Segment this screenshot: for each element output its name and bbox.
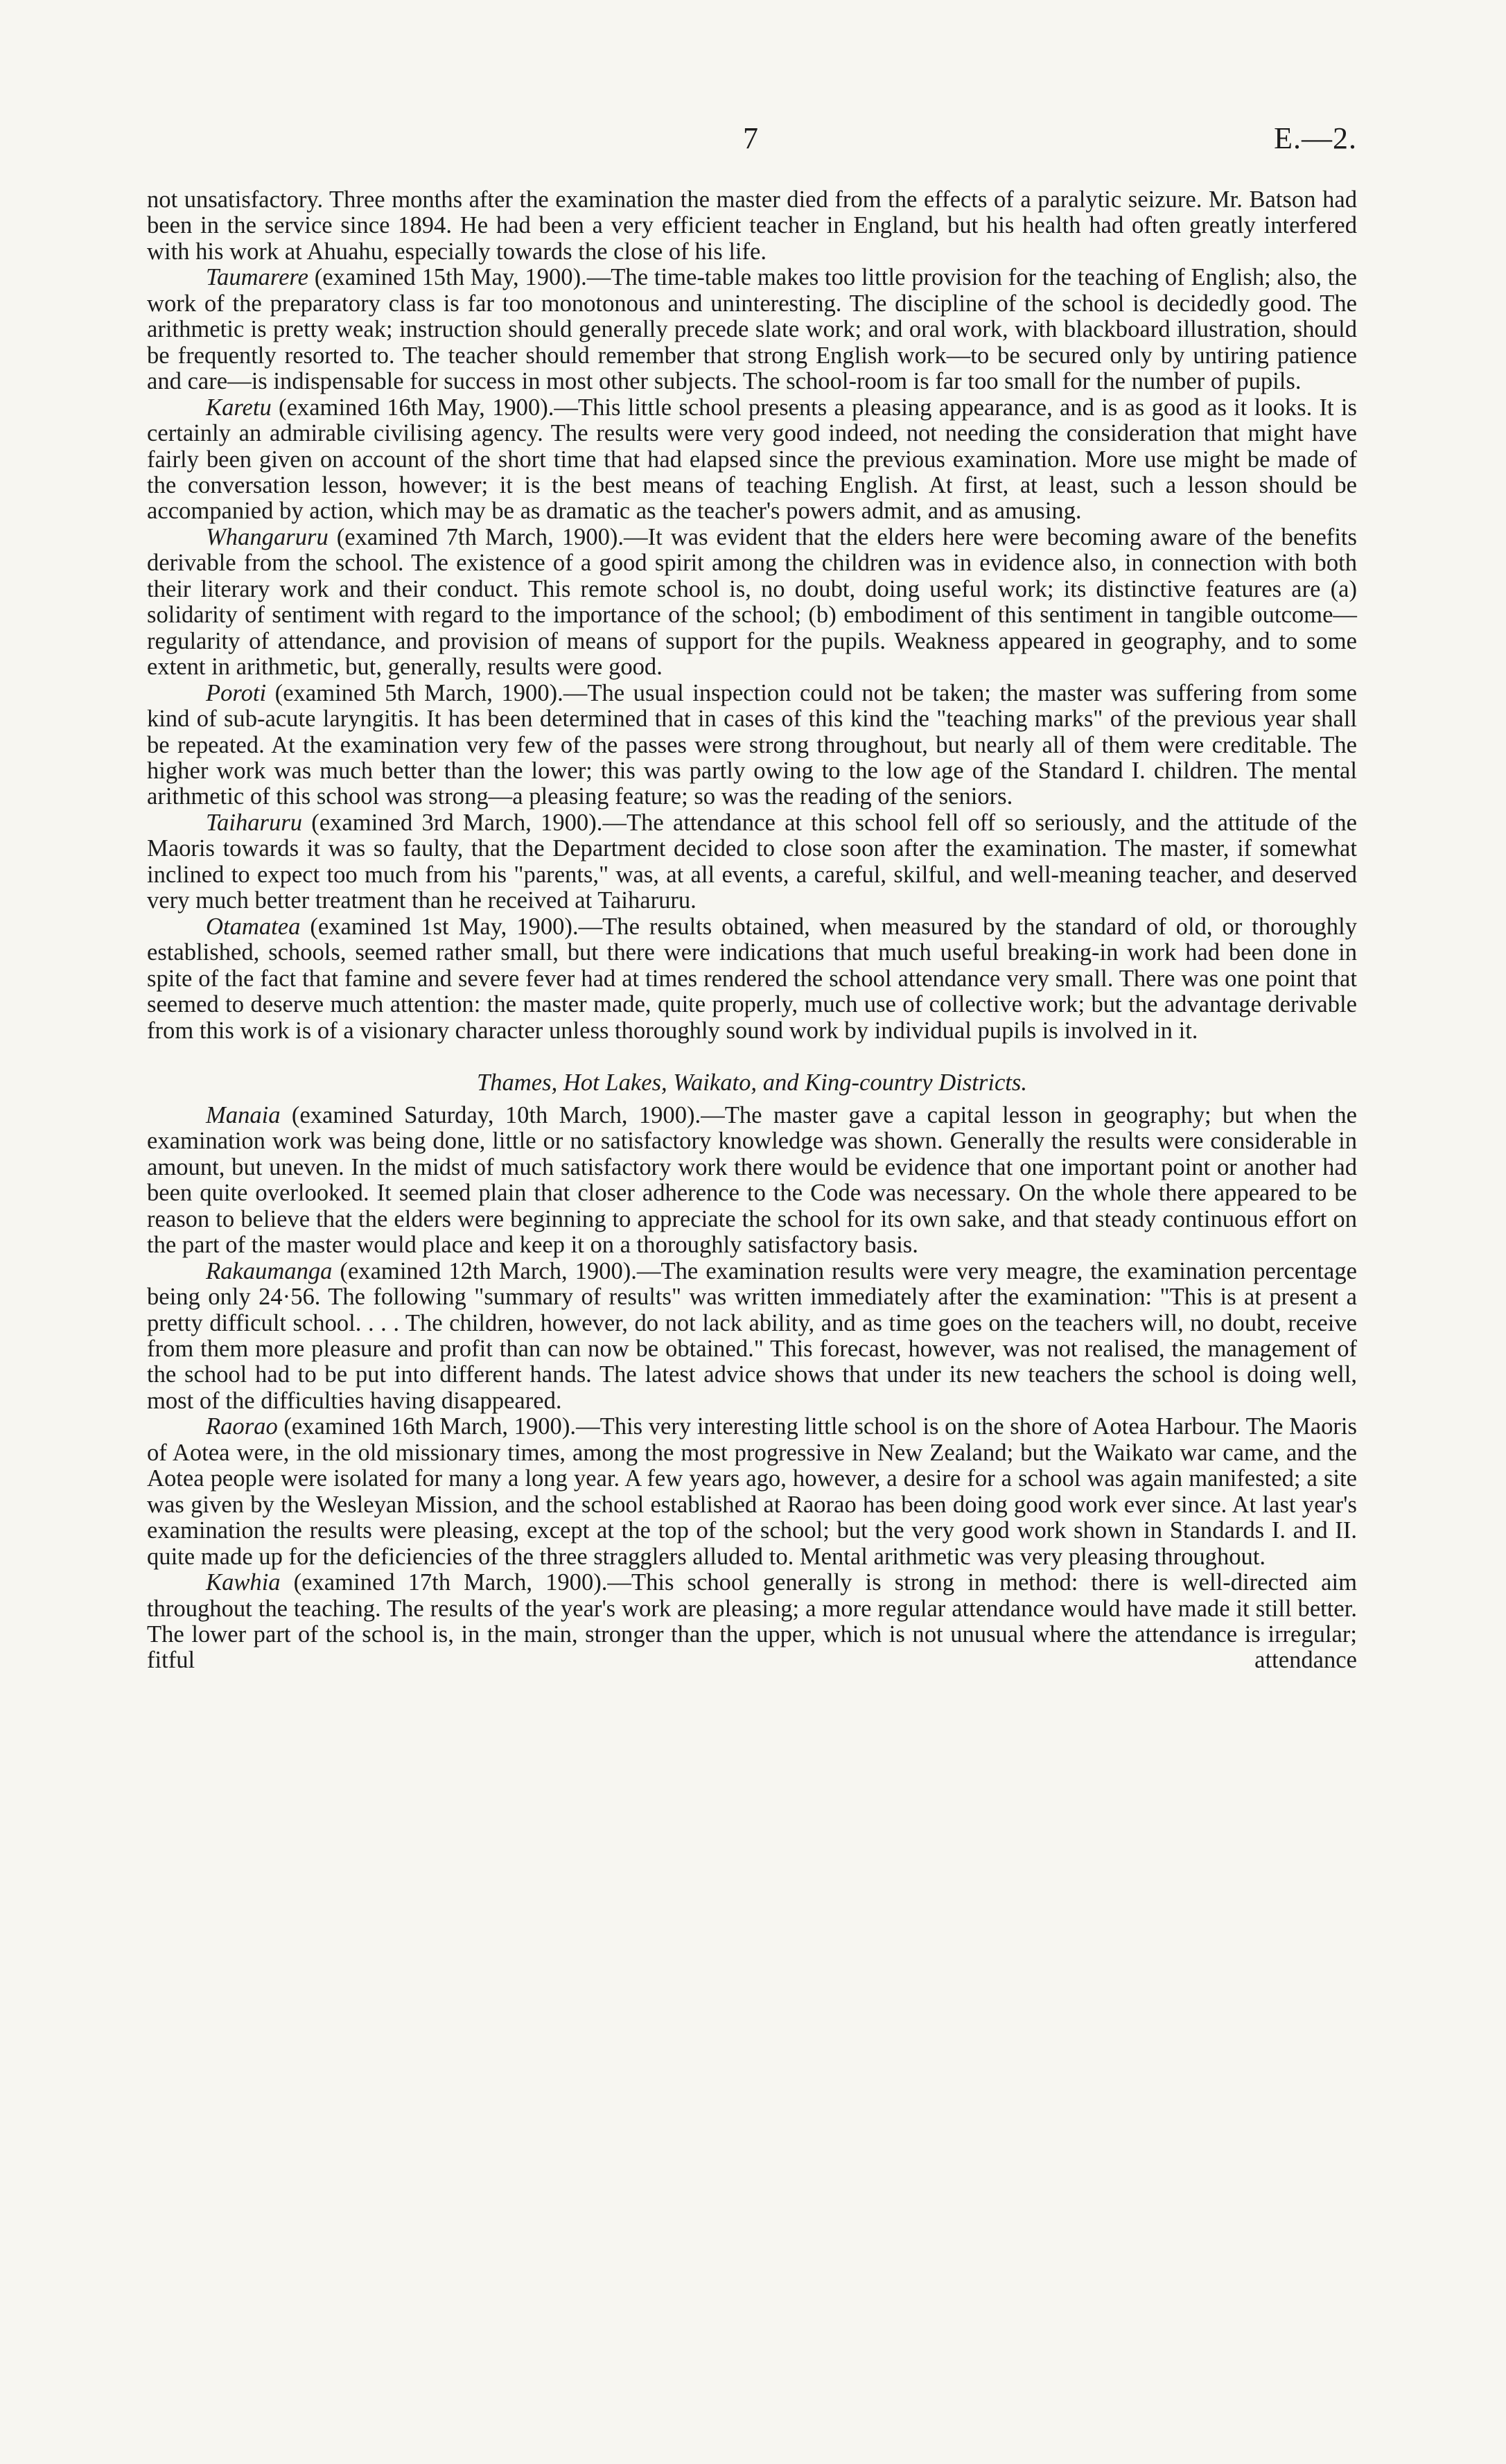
school-name-poroti: Poroti	[206, 679, 267, 706]
paragraph-taiharuru: Taiharuru (examined 3rd March, 1900).—The attendance at this school fell off so seriously, and the attitude of the Maoris towards it was so faulty, that the Department decided to close soon after the examination. The master, if somewhat inclined to expect too much from his "parents," was, at all events, a careful, skilful, and well-meaning teacher, and deserved very much better treatment than he received at Taiharuru.	[147, 809, 1357, 914]
school-name-karetu: Karetu	[206, 394, 272, 421]
paragraph-karetu: Karetu (examined 16th May, 1900).—This little school presents a pleasing appearance, and is as good as it looks. It is certainly an admirable civilising agency. The results were very good indeed, not needing the consideration that might have fairly been given on account of the short time that had elapsed since the previous examination. More use might be made of the conversation lesson, however; it is the best means of teaching English. At first, at least, such a lesson should be accompanied by action, which may be as dramatic as the teacher's powers admit, and as amusing.	[147, 394, 1357, 525]
document-page	[147, 123, 1357, 1674]
school-name-manaia: Manaia	[206, 1101, 281, 1128]
school-name-raorao: Raorao	[206, 1413, 278, 1440]
paragraph-taumarere: Taumarere (examined 15th May, 1900).—The time-table makes too little provision for the teaching of English; also, the work of the preparatory class is far too monotonous and uninteresting. The discipline of the school is decidedly good. The arithmetic is pretty weak; instruction should generally precede slate work; and oral work, with blackboard illustration, should be frequently resorted to. The teacher should remember that strong English work—to be secured only by untiring patience and care—is indispensable for success in most other subjects. The school-room is far too small for the number of pupils.	[147, 264, 1357, 395]
paragraph-ahuahu-continuation: not unsatisfactory. Three months after the examination the master died from the effects of a paralytic seizure. Mr. Batson had been in the service since 1894. He had been a very efficient teacher in England, but his health had often greatly interfered with his work at Ahuahu, especially towards the close of his life.	[147, 186, 1357, 265]
paragraph-whangaruru: Whangaruru (examined 7th March, 1900).—It was evident that the elders here were becoming aware of the benefits derivable from the school. The existence of a good spirit among the children was in evidence also, in connection with both their literary work and their conduct. This remote school is, no doubt, doing useful work; its distinctive features are (a) solidarity of sentiment with regard to the importance of the school; (b) embodiment of this sentiment in tangible outcome—regularity of attendance, and provision of means of support for the pupils. Weakness appeared in geography, and to some extent in arithmetic, but, generally, results were good.	[147, 523, 1357, 681]
paragraph-otamatea: Otamatea (examined 1st May, 1900).—The results obtained, when measured by the standard of old, or thoroughly established, schools, seemed rather small, but there were indications that much useful breaking-in work had been done in spite of the fact that famine and severe fever had at times rendered the school attendance very small. There was one point that seemed to deserve much attention: the master made, quite properly, much use of collective work; but the advantage derivable from this work is of a visionary character unless thoroughly sound work by individual pupils is involved in it.	[147, 913, 1357, 1044]
paragraph-rakaumanga: Rakaumanga (examined 12th March, 1900).—The examination results were very meagre, the examination percentage being only 24·56. The following "summary of results" was written immediately after the examination: "This is at present a pretty difficult school. . . . The children, however, do not lack ability, and as time goes on the teachers will, no doubt, receive from them more pleasure and profit than can now be obtained." This forecast, however, was not realised, the management of the school had to be put into different hands. The latest advice shows that under its new teachers the school is doing well, most of the difficulties having disappeared.	[147, 1257, 1357, 1414]
school-name-otamatea: Otamatea	[206, 913, 301, 940]
school-name-whangaruru: Whangaruru	[206, 523, 329, 550]
school-name-kawhia: Kawhia	[206, 1569, 281, 1596]
body-text	[147, 187, 1357, 1674]
document-reference: E.—2.	[1274, 121, 1357, 155]
school-name-taumarere: Taumarere	[206, 264, 308, 291]
paragraph-kawhia: Kawhia (examined 17th March, 1900).—This school generally is strong in method: there is well-directed aim throughout the teaching. The results of the year's work are pleasing; a more regular attendance would have made it still better. The lower part of the school is, in the main, stronger than the upper, which is not unusual where the attendance is irregular; fitful attendance	[147, 1569, 1357, 1674]
page-number: 7	[743, 121, 758, 155]
section-heading: Thames, Hot Lakes, Waikato, and King-country Districts.	[477, 1069, 1027, 1096]
paragraph-manaia: Manaia (examined Saturday, 10th March, 1900).—The master gave a capital lesson in geography; but when the examination work was being done, little or no satisfactory knowledge was shown. Generally the results were considerable in amount, but uneven. In the midst of much satisfactory work there would be evidence that one important point or another had been quite overlooked. It seemed plain that closer adherence to the Code was necessary. On the whole there appeared to be reason to believe that the elders were beginning to appreciate the school for its own sake, and that steady continuous effort on the part of the master would place and keep it on a thoroughly satisfactory basis.	[147, 1101, 1357, 1259]
school-name-taiharuru: Taiharuru	[206, 809, 303, 836]
paragraph-poroti: Poroti (examined 5th March, 1900).—The usual inspection could not be taken; the master was suffering from some kind of sub-acute laryngitis. It has been determined that in cases of this kind the "teaching marks" of the previous year shall be repeated. At the examination very few of the passes were strong throughout, but nearly all of them were creditable. The higher work was much better than the lower; this was partly owing to the low age of the Standard I. children. The mental arithmetic of this school was strong—a pleasing feature; so was the reading of the seniors.	[147, 679, 1357, 810]
school-name-rakaumanga: Rakaumanga	[206, 1257, 333, 1284]
paragraph-raorao: Raorao (examined 16th March, 1900).—This very interesting little school is on the shore of Aotea Harbour. The Maoris of Aotea were, in the old missionary times, among the most progressive in New Zealand; but the Waikato war came, and the Aotea people were isolated for many a long year. A few years ago, however, a desire for a school was again manifested; a site was given by the Wesleyan Mission, and the school established at Raorao has been doing good work ever since. At last year's examination the results were pleasing, except at the top of the school; but the very good work shown in Standards I. and II. quite made up for the deficiencies of the three stragglers alluded to. Mental arithmetic was very pleasing throughout.	[147, 1413, 1357, 1570]
page-header	[147, 123, 1357, 172]
